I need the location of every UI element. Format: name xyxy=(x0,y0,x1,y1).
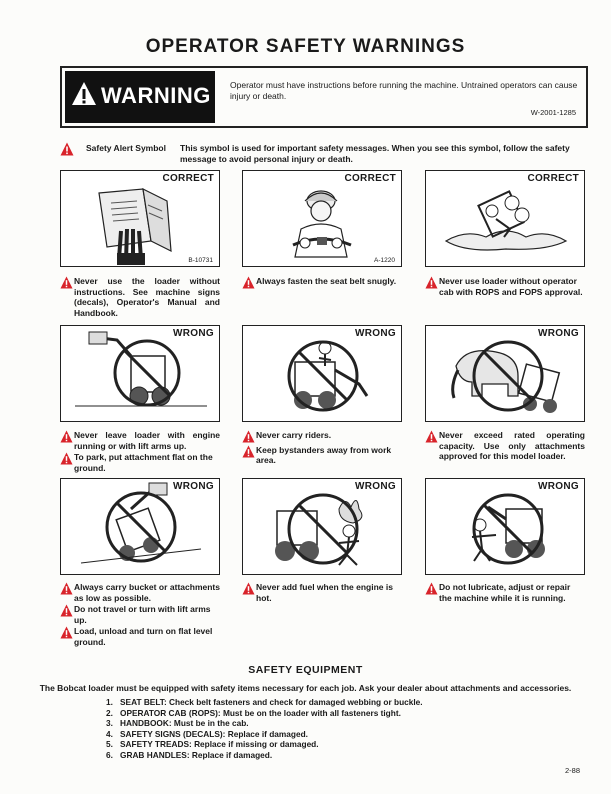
item-number: 6. xyxy=(106,749,113,760)
safety-alert-icon xyxy=(60,430,73,443)
safety-alert-icon xyxy=(425,582,438,595)
caption-8 xyxy=(242,582,402,604)
riders-icon xyxy=(243,326,402,422)
safety-alert-icon xyxy=(60,582,73,595)
item-text: HANDBOOK: Must be in the cab. xyxy=(120,718,249,728)
item-text: SAFETY TREADS: Replace if missing or damaged. xyxy=(120,739,319,749)
page-title: OPERATOR SAFETY WARNINGS xyxy=(145,36,466,57)
safety-alert-icon xyxy=(60,142,74,156)
safety-alert-icon xyxy=(242,430,255,443)
panel-tag: WRONG xyxy=(173,328,214,339)
panel-tag: WRONG xyxy=(173,481,214,492)
caption-9 xyxy=(425,582,585,604)
safety-alert-icon xyxy=(242,276,255,289)
panel-tag: CORRECT xyxy=(527,173,579,184)
caption-6 xyxy=(425,430,585,463)
equipment-list xyxy=(106,697,423,760)
item-text: GRAB HANDLES: Replace if damaged. xyxy=(120,749,273,760)
safety-alert-icon xyxy=(60,626,73,639)
safety-alert-icon xyxy=(425,430,438,443)
elephant-icon xyxy=(426,326,585,422)
caption-text: Always fasten the seat belt snugly. xyxy=(256,276,397,286)
item-number: 1. xyxy=(106,697,113,707)
item-number: 5. xyxy=(106,739,113,749)
list-item xyxy=(106,739,423,750)
safety-alert-icon xyxy=(242,445,255,458)
alert-symbol-label: Safety Alert Symbol xyxy=(86,143,166,153)
list-item xyxy=(106,718,423,729)
panel-3 xyxy=(425,170,585,267)
caption-text: To park, put attachment flat on the ground. xyxy=(74,452,213,473)
panel-code: A-1220 xyxy=(374,257,395,264)
warning-text: Operator must have instructions before running the machine. Untrained operators can cause injury or death. xyxy=(230,80,578,101)
caption-5 xyxy=(242,430,402,467)
warning-banner xyxy=(65,71,215,123)
caption-7 xyxy=(60,582,220,648)
panel-4 xyxy=(60,325,220,422)
caption-text: Never use the loader without instructions. See machine signs (decals), Operator's Manual and Handbook. xyxy=(74,276,220,318)
panel-tag: CORRECT xyxy=(162,173,214,184)
section-title: SAFETY EQUIPMENT xyxy=(248,664,363,676)
caption-text: Keep bystanders away from work area. xyxy=(256,444,392,465)
safety-alert-icon xyxy=(425,276,438,289)
caption-4 xyxy=(60,430,220,474)
safety-alert-icon xyxy=(60,452,73,465)
caption-text: Never exceed rated operating capacity. Use only attachments approved for this model loader. xyxy=(439,430,585,461)
panel-tag: WRONG xyxy=(355,481,396,492)
panel-9 xyxy=(425,478,585,575)
caption-text: Always carry bucket or attachments as low as possible. xyxy=(74,582,220,603)
caption-1 xyxy=(60,276,220,319)
caption-2 xyxy=(242,276,402,288)
caption-text: Never carry riders. xyxy=(256,430,332,440)
warning-code: W-2001-1285 xyxy=(530,108,576,117)
caption-text: Do not travel or turn with lift arms up. xyxy=(74,604,211,625)
raised-arms-icon xyxy=(61,326,220,422)
panel-6 xyxy=(425,325,585,422)
fuel-fire-icon xyxy=(243,479,402,575)
warning-triangle-icon xyxy=(71,81,97,107)
caption-text: Load, unload and turn on flat level ground. xyxy=(74,626,213,647)
panel-8 xyxy=(242,478,402,575)
list-item xyxy=(106,708,423,719)
item-text: SEAT BELT: Check belt fasteners and check for damaged webbing or buckle. xyxy=(120,697,423,707)
seat-belt-icon xyxy=(243,171,402,267)
item-number: 4. xyxy=(106,728,113,739)
list-item xyxy=(106,750,423,761)
list-item xyxy=(106,729,423,740)
panel-tag: CORRECT xyxy=(344,173,396,184)
safety-alert-icon xyxy=(60,276,73,289)
rops-cab-icon xyxy=(426,171,585,267)
panel-1 xyxy=(60,170,220,267)
item-text: SAFETY SIGNS (DECALS): Replace if damaged. xyxy=(120,728,308,739)
item-number: 2. xyxy=(106,707,113,718)
repair-running-icon xyxy=(426,479,585,575)
panel-tag: WRONG xyxy=(538,328,579,339)
tipping-loader-icon xyxy=(61,479,220,575)
caption-3 xyxy=(425,276,585,298)
panel-5 xyxy=(242,325,402,422)
section-intro: The Bobcat loader must be equipped with safety items necessary for each job. Ask your dealer about attachments and accessories. xyxy=(39,683,572,693)
caption-text: Never leave loader with engine running or with lift arms up. xyxy=(74,430,220,451)
safety-alert-icon xyxy=(242,582,255,595)
caption-text: Never add fuel when the engine is hot. xyxy=(256,582,393,603)
panel-code: B-10731 xyxy=(188,257,213,264)
panel-tag: WRONG xyxy=(355,328,396,339)
caption-text: Never use loader without operator cab with ROPS and FOPS approval. xyxy=(439,276,583,297)
page-number: 2-88 xyxy=(565,766,581,775)
panel-tag: WRONG xyxy=(538,481,579,492)
item-number: 3. xyxy=(106,718,113,728)
alert-symbol-text: This symbol is used for important safety messages. When you see this symbol, follow the safety message to avoid personal injury or death. xyxy=(180,143,570,164)
safety-alert-icon xyxy=(60,604,73,617)
panel-7 xyxy=(60,478,220,575)
manual-icon xyxy=(61,171,220,267)
caption-text: Do not lubricate, adjust or repair the machine while it is running. xyxy=(439,582,571,603)
item-text: OPERATOR CAB (ROPS): Must be on the loader with all fasteners tight. xyxy=(120,707,401,718)
panel-2 xyxy=(242,170,402,267)
warning-word: WARNING xyxy=(101,83,211,108)
list-item xyxy=(106,697,423,708)
warning-box xyxy=(60,66,588,128)
